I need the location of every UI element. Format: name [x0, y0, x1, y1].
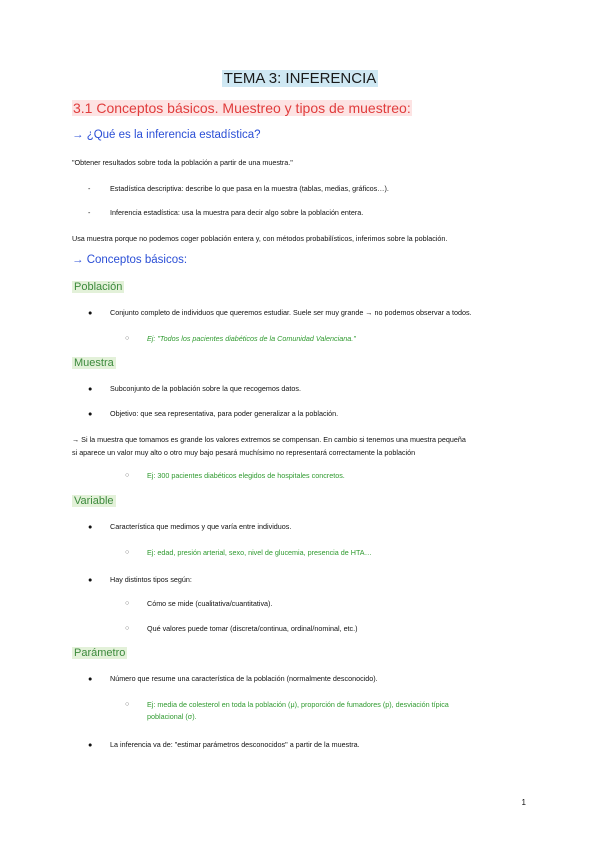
- definition-quote: "Obtener resultados sobre toda la población a partir de una muestra.": [72, 158, 293, 167]
- bullet-item: ● Hay distintos tipos según:: [88, 575, 192, 584]
- example-item: ○ Ej: edad, presión arterial, sexo, nivel de glucemia, presencia de HTA…: [125, 548, 372, 557]
- bullet-item: ● Característica que medimos y que varía entre individuos.: [88, 522, 292, 531]
- list-item: - Estadística descriptiva: describe lo que pasa en la muestra (tablas, medias, gráficos…).: [88, 184, 389, 193]
- bullet-item: ● Conjunto completo de individuos que queremos estudiar. Suele ser muy grande → no podemos observar a todos.: [88, 308, 472, 317]
- sub-item: ○ Qué valores puede tomar (discreta/continua, ordinal/nominal, etc.): [125, 624, 358, 633]
- paragraph: → Si la muestra que tomamos es grande los valores extremos se compensan. En cambio si tenemos una muestra pequeña si aparece un valor muy alto o otro muy bajo pesará muchísimo no representará correctamente la población: [72, 435, 466, 457]
- list-item: - Inferencia estadística: usa la muestra para decir algo sobre la población entera.: [88, 208, 364, 217]
- example-item: ○ Ej: 300 pacientes diabéticos elegidos de hospitales concretos.: [125, 471, 345, 480]
- section-heading: 3.1 Conceptos básicos. Muestreo y tipos de muestreo:: [73, 100, 411, 116]
- variable-heading: Variable: [74, 495, 114, 507]
- page-number: 1: [521, 798, 526, 807]
- poblacion-heading: Población: [74, 281, 123, 293]
- muestra-heading: Muestra: [74, 357, 114, 369]
- example-item: ○ Ej: media de colesterol en toda la población (μ), proporción de fumadores (p), desviación típica poblacional (σ).: [125, 700, 449, 721]
- parametro-heading: Parámetro: [74, 647, 126, 659]
- concepts-heading: → Conceptos básicos:: [72, 254, 188, 266]
- example-item: ○ Ej: "Todos los pacientes diabéticos de la Comunidad Valenciana.": [125, 334, 356, 343]
- bullet-item: ● Objetivo: que sea representativa, para poder generalizar a la población.: [88, 409, 339, 418]
- bullet-item: ● Número que resume una característica de la población (normalmente desconocido).: [88, 674, 378, 683]
- bullet-item: ● Subconjunto de la población sobre la que recogemos datos.: [88, 384, 301, 393]
- bullet-item: ● La inferencia va de: "estimar parámetros desconocidos" a partir de la muestra.: [88, 740, 360, 749]
- page-title: TEMA 3: INFERENCIA: [223, 70, 377, 87]
- sub-item: ○ Cómo se mide (cualitativa/cuantitativa).: [125, 599, 273, 608]
- question-heading: → ¿Qué es la inferencia estadística?: [72, 129, 261, 141]
- paragraph: Usa muestra porque no podemos coger población entera y, con métodos probabilísticos, inferimos sobre la población.: [72, 234, 448, 243]
